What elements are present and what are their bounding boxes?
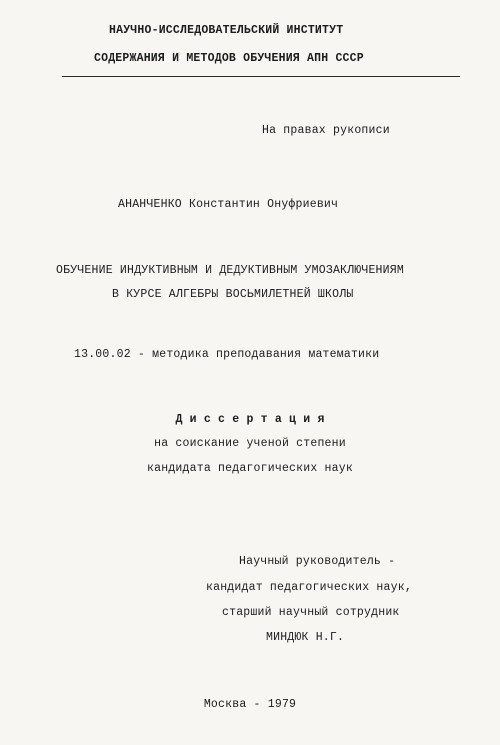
- title-line-1: ОБУЧЕНИЕ ИНДУКТИВНЫМ И ДЕДУКТИВНЫМ УМОЗАКЛЮЧЕНИЯМ: [56, 264, 404, 277]
- dissertation-heading: Д и с с е р т а ц и я: [175, 413, 325, 426]
- header-divider: [62, 76, 460, 77]
- city-year: Москва - 1979: [203, 698, 297, 711]
- supervisor-position: старший научный сотрудник: [222, 606, 400, 619]
- title-line-2: В КУРСЕ АЛГЕБРЫ ВОСЬМИЛЕТНЕЙ ШКОЛЫ: [112, 288, 354, 301]
- degree-field-line: кандидата педагогических наук: [147, 462, 353, 475]
- supervisor-degree: кандидат педагогических наук,: [206, 581, 412, 594]
- supervisor-name: МИНДЮК Н.Г.: [266, 631, 345, 644]
- degree-line: на соискание ученой степени: [154, 437, 346, 450]
- institute-line-2: СОДЕРЖАНИЯ И МЕТОДОВ ОБУЧЕНИЯ АПН СССР: [94, 52, 364, 65]
- manuscript-note: На правах рукописи: [262, 124, 390, 137]
- institute-line-1: НАУЧНО-ИССЛЕДОВАТЕЛЬСКИЙ ИНСТИТУТ: [109, 24, 344, 37]
- specialty-code: 13.00.02 - методика преподавания математики: [74, 348, 380, 361]
- author-name: АНАНЧЕНКО Константин Онуфриевич: [118, 198, 339, 211]
- supervisor-label: Научный руководитель -: [239, 555, 396, 568]
